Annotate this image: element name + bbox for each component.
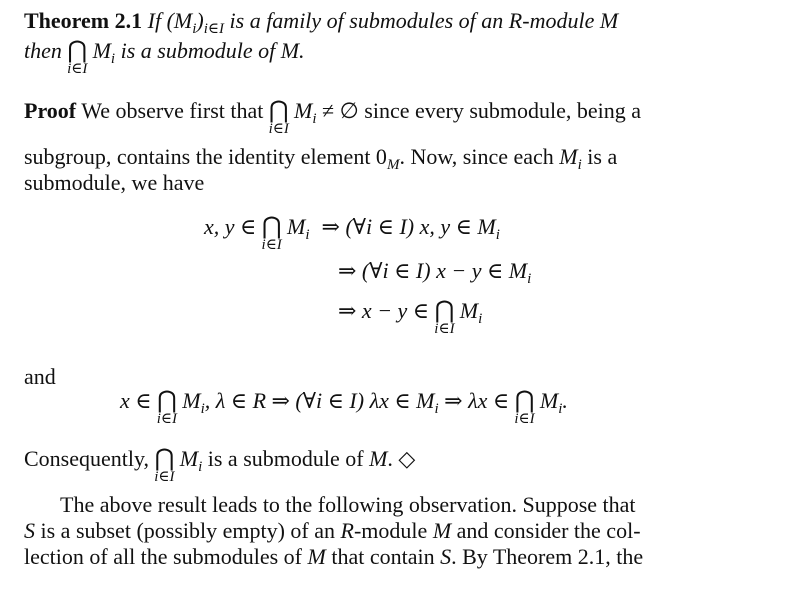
and-word: and bbox=[24, 364, 56, 389]
theorem-text: If ( bbox=[142, 8, 174, 33]
paragraph-line-1: The above result leads to the following observation. Suppose that bbox=[60, 492, 636, 517]
paragraph-line-2: S is a subset (possibly empty) of an R-module M and consider the col- bbox=[24, 518, 641, 543]
intersection-operator: ⋂ i∈I bbox=[67, 38, 88, 77]
end-of-proof-mark: . ◇ bbox=[387, 446, 416, 471]
intersection-operator: ⋂ i∈I bbox=[514, 388, 535, 427]
intersection-operator: ⋂ i∈I bbox=[154, 446, 175, 485]
intersection-operator: ⋂ i∈I bbox=[434, 298, 455, 337]
intersection-operator: ⋂ i∈I bbox=[268, 98, 289, 137]
theorem-line-2: then ⋂ i∈I $M_i$ is a submodule of M. bbox=[24, 38, 305, 77]
theorem-heading: Theorem 2.1 bbox=[24, 8, 143, 33]
display-1-row-3: ⇒ x − y ∈ ⋂ i∈I $M_i$ bbox=[338, 298, 483, 337]
intersection-operator: ⋂ i∈I bbox=[261, 214, 282, 253]
theorem-line-1: Theorem 2.1 If $(M_i)_{i\in I}$ is a family of submodules of an R-module M bbox=[24, 8, 619, 37]
proof-line-1: Proof We observe first that ⋂ i∈I $M_i$ ≠ ∅ since every submodule, being a bbox=[24, 98, 642, 137]
display-1-row-2: ⇒ (∀i ∈ I) x − y ∈ $M_i$ bbox=[338, 258, 532, 287]
proof-line-2: subgroup, contains the identity element $0_M$. Now, since each $M_i$ is a bbox=[24, 144, 618, 173]
display-1-row-1: x, y ∈ ⋂ i∈I $M_i$ ⇒ (∀i ∈ I) x, y ∈ $M_i$ bbox=[204, 214, 500, 253]
proof-line-3: submodule, we have bbox=[24, 170, 205, 195]
proof-heading: Proof bbox=[24, 98, 77, 123]
display-2: x ∈ ⋂ i∈I $M_i$, λ ∈ R ⇒ (∀i ∈ I) λx ∈ $M_i$ ⇒ λx ∈ ⋂ i∈I $M_i$. bbox=[120, 388, 568, 427]
intersection-operator: ⋂ i∈I bbox=[156, 388, 178, 427]
conclusion-line: Consequently, ⋂ i∈I $M_i$ is a submodule of M. ◇ bbox=[24, 446, 416, 485]
paragraph-line-3: lection of all the submodules of M that contain S. By Theorem 2.1, the bbox=[24, 544, 644, 569]
